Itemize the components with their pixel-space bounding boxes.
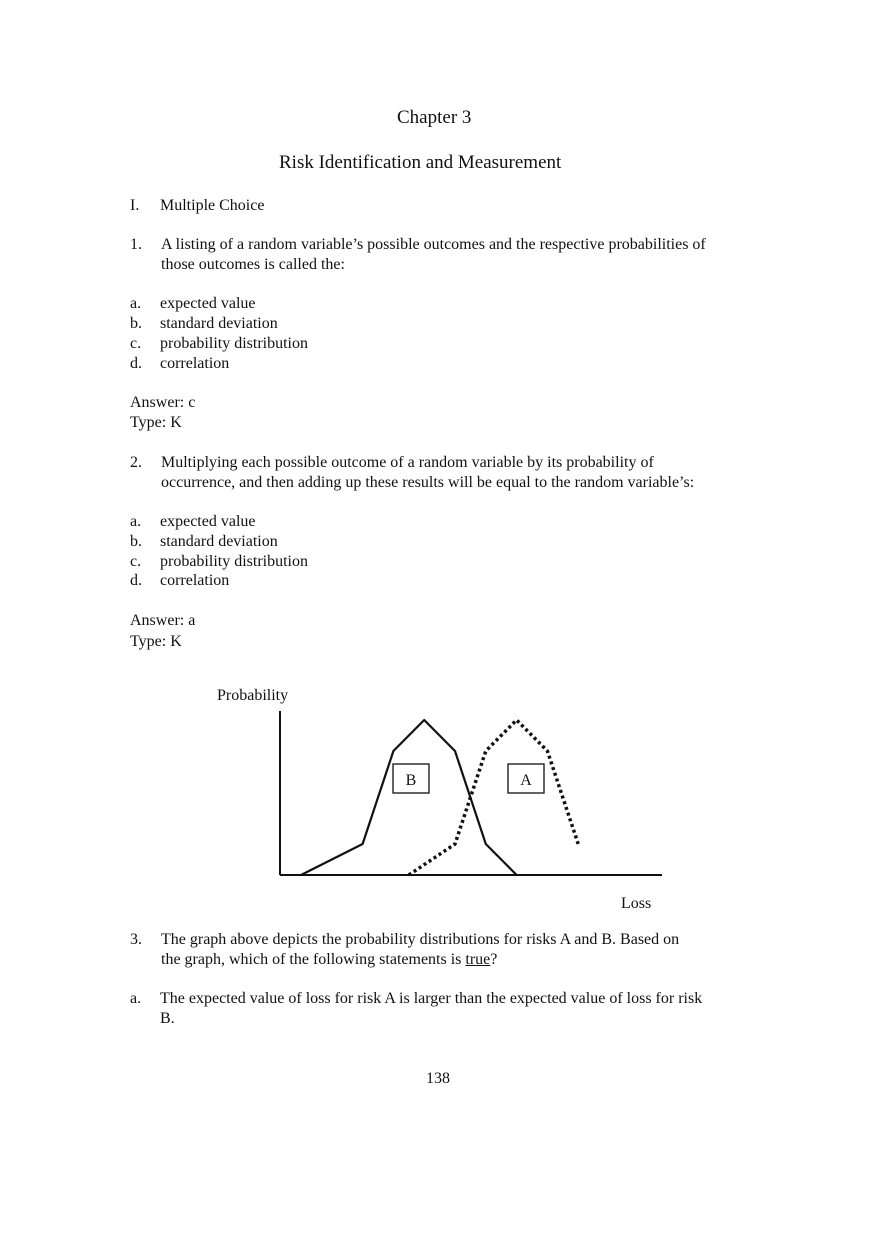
option-letter: b. xyxy=(130,533,142,550)
option-text: probability distribution xyxy=(160,553,308,570)
chapter-heading: Chapter 3 xyxy=(397,107,472,128)
underlined-word: true xyxy=(465,951,491,968)
question-number: 3. xyxy=(130,931,142,948)
question-text-line xyxy=(161,950,497,970)
option-text: The expected value of loss for risk A is larger than the expected value of loss for risk xyxy=(160,990,703,1007)
option-letter: a. xyxy=(130,295,142,312)
option-text: B. xyxy=(160,1010,175,1027)
series-a-label: A xyxy=(520,772,532,789)
question-number: 2. xyxy=(130,454,142,471)
option-text: standard deviation xyxy=(160,315,278,332)
type-line: Type: K xyxy=(130,633,182,650)
series-b-label: B xyxy=(405,772,417,789)
question-text-suffix: ? xyxy=(490,951,498,968)
option-letter: c. xyxy=(130,553,142,570)
series-b-curve xyxy=(301,720,517,875)
section-label: Multiple Choice xyxy=(160,197,265,214)
option-text: standard deviation xyxy=(160,533,278,550)
option-letter: b. xyxy=(130,315,142,332)
x-axis-label: Loss xyxy=(621,895,652,912)
page-title: Risk Identification and Measurement xyxy=(279,152,562,173)
page-number: 138 xyxy=(426,1070,450,1087)
answer-line: Answer: a xyxy=(130,612,196,629)
option-letter: a. xyxy=(130,990,142,1007)
question-text-line: A listing of a random variable’s possible outcomes and the respective probabilities of xyxy=(161,236,706,253)
option-letter: c. xyxy=(130,335,142,352)
question-text-line: Multiplying each possible outcome of a random variable by its probability of xyxy=(161,454,654,471)
question-text-line: those outcomes is called the: xyxy=(161,256,345,273)
question-text-prefix: the graph, which of the following statements is xyxy=(161,951,466,968)
option-text: correlation xyxy=(160,572,230,589)
type-line: Type: K xyxy=(130,414,182,431)
question-number: 1. xyxy=(130,236,142,253)
question-text-line: The graph above depicts the probability distributions for risks A and B. Based on xyxy=(161,931,680,948)
section-numeral: I. xyxy=(130,197,140,214)
option-text: expected value xyxy=(160,295,256,312)
option-letter: d. xyxy=(130,355,142,372)
option-text: correlation xyxy=(160,355,230,372)
question-text-line: occurrence, and then adding up these results will be equal to the random variable’s: xyxy=(161,474,695,491)
option-text: expected value xyxy=(160,513,256,530)
y-axis-label: Probability xyxy=(217,687,289,704)
option-letter: d. xyxy=(130,572,142,589)
option-text: probability distribution xyxy=(160,335,308,352)
option-letter: a. xyxy=(130,513,142,530)
answer-line: Answer: c xyxy=(130,394,196,411)
